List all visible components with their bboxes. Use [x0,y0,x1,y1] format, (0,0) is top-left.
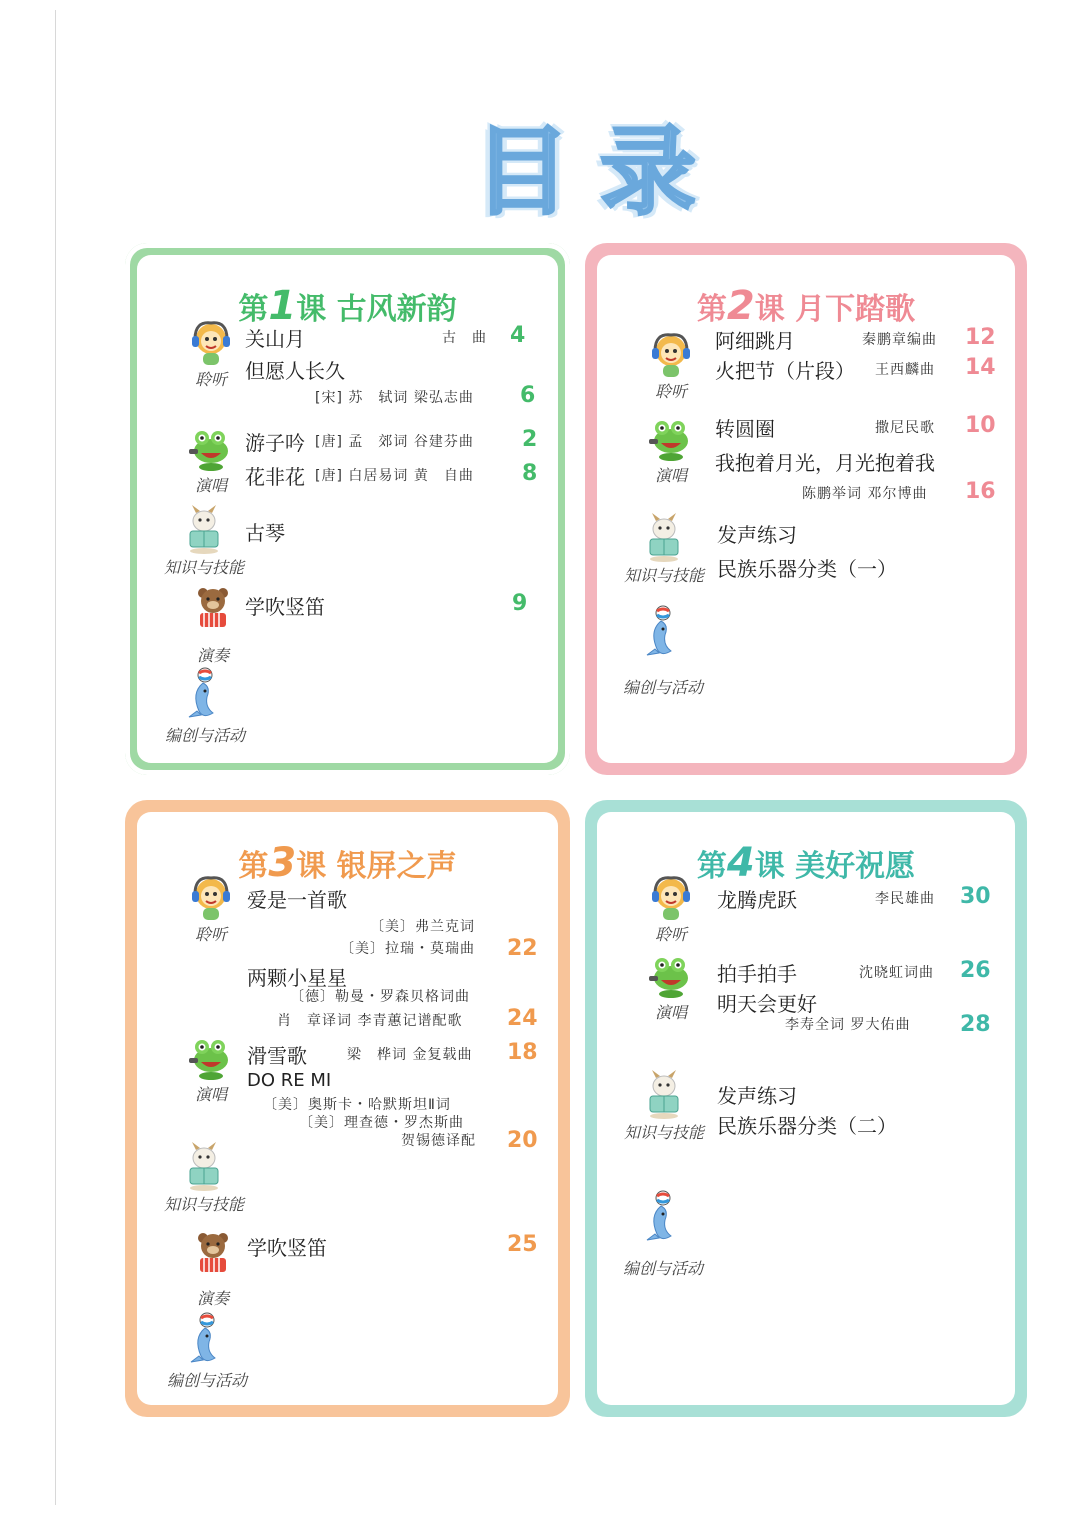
category-knowledge [149,1142,259,1215]
lesson-4-card [585,800,1027,1417]
page-number: 30 [960,884,991,909]
category-label: 编创与活动 [166,1371,247,1390]
category-label: 演唱 [654,466,687,485]
category-label: 编创与活动 [164,726,245,745]
category-label: 知识与技能 [163,1195,244,1214]
frog-singing-icon [187,425,235,473]
song-title: 民族乐器分类（一） [717,557,897,581]
song-title: 关山月 [245,327,305,351]
song-credit: [宋] 苏 轼词 梁弘志曲 [315,390,474,406]
lesson-1-card [125,243,570,775]
lesson-2-inner [597,255,1015,763]
category-label: 演奏 [196,1289,229,1308]
song-credit: 〔美〕奥斯卡・哈默斯坦Ⅱ词 [263,1097,451,1113]
frog-singing-icon [647,415,695,463]
monkey-headphones-icon [649,874,693,922]
dolphin-ball-icon [183,667,227,723]
category-knowledge [149,505,259,578]
song-credit: 撒尼民歌 [875,420,935,436]
page-number: 9 [512,591,528,616]
lesson-number: 2 [726,283,755,329]
lesson-suffix: 课 [296,849,327,884]
page-number: 4 [510,323,526,348]
category-label: 演唱 [654,1003,687,1022]
goat-reading-icon [642,513,686,563]
dolphin-ball-icon [185,1312,229,1368]
page-number: 10 [965,413,996,438]
title-char-mu: 目 [474,116,570,228]
song-credit: 沈晓虹词曲 [859,965,934,981]
category-create [611,605,715,698]
page-edge [55,10,56,1505]
lesson-suffix: 课 [754,849,785,884]
song-credit: 李寿全词 罗大佑曲 [785,1017,911,1033]
dolphin-ball-icon [641,1190,685,1246]
category-label: 知识与技能 [623,566,704,585]
lesson-number: 3 [268,840,297,886]
lesson-4-inner [597,812,1015,1405]
page-number: 8 [522,461,538,486]
lesson-name: 银屏之声 [336,849,457,884]
lesson-prefix: 第 [238,849,269,884]
title-char-lu: 录 [600,116,696,228]
song-title: 爱是一首歌 [247,888,347,912]
song-title: DO RE MI [247,1070,332,1091]
song-credit: 古 曲 [442,330,487,346]
lesson-number: 1 [268,283,297,329]
page-number: 20 [507,1128,538,1153]
song-credit: 秦鹏章编曲 [862,332,937,348]
page-number: 25 [507,1232,538,1257]
page-number: 12 [965,325,996,350]
song-credit: [唐] 孟 郊词 谷建芬曲 [315,434,474,450]
song-credit: 〔美〕弗兰克词 [370,919,475,935]
page-number: 16 [965,479,996,504]
category-listen [163,874,259,945]
song-credit: 贺锡德译配 [401,1133,476,1149]
song-title: 火把节（片段） [715,359,855,383]
category-sing [623,415,719,486]
lesson-prefix: 第 [696,292,727,327]
song-credit: 陈鹏举词 邓尔博曲 [802,486,928,502]
dolphin-ball-icon [641,605,685,661]
song-title: 民族乐器分类（二） [717,1114,897,1138]
page-number: 2 [522,427,538,452]
song-title: 龙腾虎跃 [717,888,797,912]
category-label: 演唱 [194,476,227,495]
song-credit: 梁 桦词 金复载曲 [347,1047,473,1063]
category-sing [163,1034,259,1105]
bear-accordion-icon [191,1230,235,1276]
monkey-headphones-icon [189,319,233,367]
song-credit: [唐] 白居易词 黄 自曲 [315,468,474,484]
category-label: 编创与活动 [622,678,703,697]
song-title: 发声练习 [717,523,797,547]
category-label: 聆听 [194,370,227,389]
song-title: 学吹竖笛 [245,595,325,619]
page-number: 18 [507,1040,538,1065]
song-title: 古琴 [245,521,285,545]
lesson-name: 美好祝愿 [795,849,916,884]
lesson-number: 4 [726,840,755,886]
page-number: 22 [507,936,538,961]
song-credit: 〔美〕拉瑞・莫瑞曲 [340,941,475,957]
lesson-name: 月下踏歌 [795,292,916,327]
page-title [430,112,740,232]
song-title: 转圆圈 [715,417,775,441]
category-label: 聆听 [654,382,687,401]
category-create [611,1190,715,1279]
category-label: 编创与活动 [622,1259,703,1278]
song-title: 游子吟 [245,431,305,455]
song-title: 拍手拍手 [717,962,797,986]
song-credit: 李民雄曲 [875,891,935,907]
category-create [155,667,255,746]
lesson-2-card [585,243,1027,775]
page-number: 28 [960,1012,991,1037]
song-credit: 〔德〕勒曼・罗森贝格词曲 [290,989,470,1005]
song-title: 两颗小星星 [247,966,347,990]
page-number: 6 [520,383,536,408]
category-label: 演奏 [196,646,229,665]
lesson-prefix: 第 [696,849,727,884]
monkey-headphones-icon [649,331,693,379]
bear-accordion-icon [191,585,235,631]
song-title: 我抱着月光，月光抱着我 [715,451,935,475]
category-knowledge [609,513,719,586]
category-label: 知识与技能 [623,1123,704,1142]
category-label: 知识与技能 [163,558,244,577]
lesson-name: 古风新韵 [336,292,457,327]
lesson-prefix: 第 [238,292,269,327]
page-number: 24 [507,1006,538,1031]
page-number: 26 [960,958,991,983]
song-credit: 王西麟曲 [875,362,935,378]
monkey-headphones-icon [189,874,233,922]
song-title: 花非花 [245,465,305,489]
page-number: 14 [965,355,996,380]
song-title: 但愿人长久 [245,359,345,383]
song-title: 明天会更好 [717,992,817,1016]
song-credit: 肖 章译词 李青蕙记谱配歌 [277,1013,463,1029]
category-listen [623,874,719,945]
lesson-3-card [125,800,570,1417]
goat-reading-icon [182,1142,226,1192]
song-title: 学吹竖笛 [247,1236,327,1260]
goat-reading-icon [182,505,226,555]
frog-singing-icon [647,952,695,1000]
song-title: 发声练习 [717,1084,797,1108]
goat-reading-icon [642,1070,686,1120]
category-label: 聆听 [654,925,687,944]
category-label: 聆听 [194,925,227,944]
category-listen [623,331,719,402]
lesson-1-inner [137,255,558,763]
category-knowledge [609,1070,719,1143]
category-create [157,1312,257,1391]
lesson-3-inner [137,812,558,1405]
category-sing [623,952,719,1023]
lesson-suffix: 课 [296,292,327,327]
lesson-2-header [597,283,1015,329]
frog-singing-icon [187,1034,235,1082]
song-credit: 〔美〕理查德・罗杰斯曲 [299,1115,464,1131]
lesson-suffix: 课 [754,292,785,327]
song-title: 滑雪歌 [247,1044,307,1068]
song-title: 阿细跳月 [715,329,795,353]
category-label: 演唱 [194,1085,227,1104]
